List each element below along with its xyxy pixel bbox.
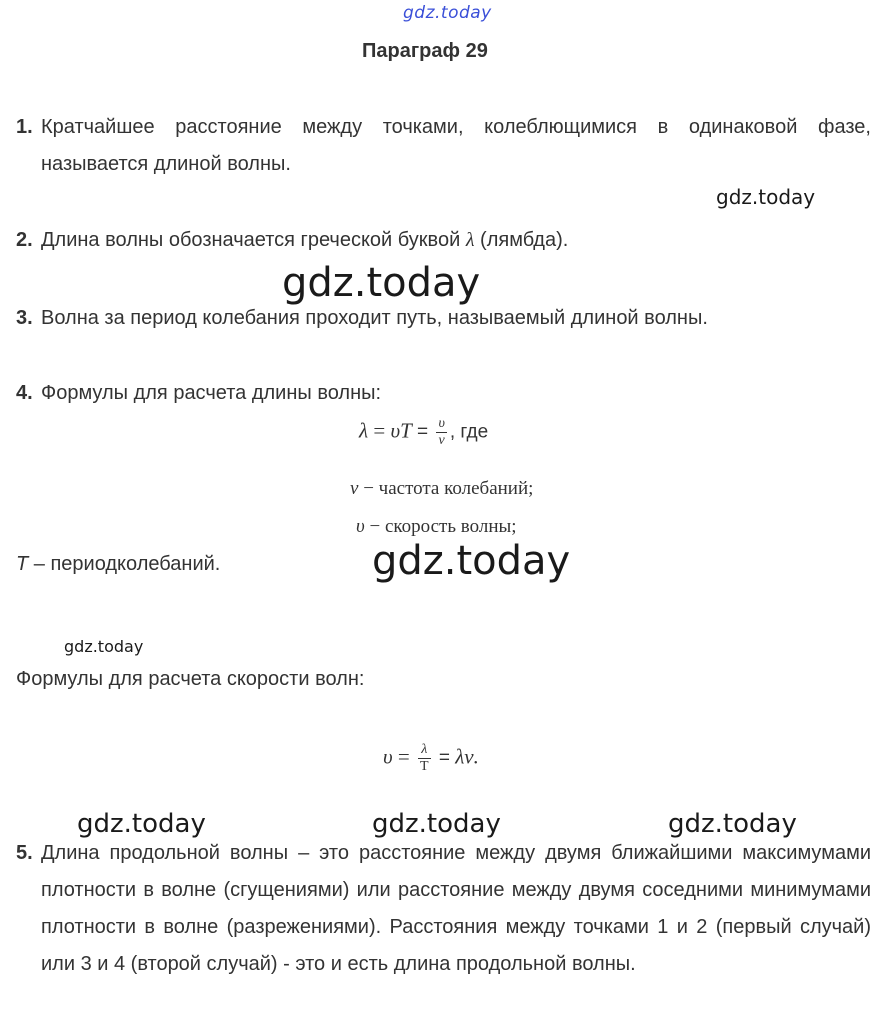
list-item-5	[16, 835, 871, 983]
formula2-eq1: =	[392, 744, 415, 769]
watermark-7: gdz.today	[372, 809, 501, 839]
formula1-eq2: =	[411, 421, 434, 443]
def-t-text: – периодколебаний.	[28, 553, 221, 575]
formula1-fraction	[436, 416, 446, 449]
watermark-top: gdz.today	[403, 3, 492, 23]
item-5-number: 5.	[16, 842, 33, 864]
watermark-4: gdz.today	[372, 538, 571, 584]
page-title: Параграф 29	[362, 40, 488, 62]
formula1-frac-num: υ	[438, 416, 445, 431]
list-item-2	[16, 222, 871, 259]
def-nu-text: − частота колебаний;	[358, 478, 534, 499]
item-4-text: Формулы для расчета длины волны:	[41, 382, 382, 404]
def-v-symbol: υ	[356, 516, 365, 537]
item-2-number: 2.	[16, 229, 33, 251]
item-2-text	[41, 222, 871, 259]
watermark-8: gdz.today	[668, 809, 797, 839]
list-item-4	[16, 375, 871, 412]
formula2-frac-den: T	[419, 759, 429, 774]
def-t-symbol: T	[16, 553, 29, 575]
formula-velocity	[383, 742, 479, 775]
formula1-vt: υT	[390, 418, 412, 443]
formula1-lambda: λ	[359, 418, 369, 443]
list-item-3	[16, 300, 871, 337]
definition-frequency	[350, 478, 533, 500]
definition-velocity	[356, 516, 517, 538]
item-4-number: 4.	[16, 382, 33, 404]
formula-wavelength	[359, 416, 488, 449]
def-nu-symbol: ν	[350, 478, 359, 499]
watermark-3: gdz.today	[282, 260, 481, 306]
definition-period	[16, 553, 220, 576]
lambda-symbol: λ	[465, 229, 475, 251]
item-1-text: Кратчайшее расстояние между точками, колеблющимися в одинаковой фазе, называется длиной волны.	[41, 116, 871, 175]
formula2-v: υ	[383, 744, 393, 769]
speed-formulas-heading: Формулы для расчета скорости волн:	[16, 668, 365, 690]
item-3-number: 3.	[16, 307, 33, 329]
formula1-frac-den: ν	[438, 433, 445, 448]
def-v-text: − скорость волны;	[364, 516, 517, 537]
formula2-rhs: λν.	[455, 744, 479, 769]
item-2-text-before: Длина волны обозначается греческой буквой	[41, 229, 466, 251]
formula2-eq2: =	[433, 747, 456, 769]
formula2-frac-num: λ	[418, 742, 431, 759]
item-5-text: Длина продольной волны – это расстояние между двумя ближайшими максимумами плотности в волне (сгущениями) или расстояние между двумя соседними минимумами плотности в волне (разрежениями). Расстояния между точками 1 и 2 (первый случай) или 3 и 4 (второй случай) - это и есть длина продольной волны.	[41, 842, 871, 975]
watermark-2: gdz.today	[716, 185, 816, 209]
formula2-fraction	[418, 742, 431, 775]
formula1-eq1: =	[368, 418, 391, 443]
item-3-text: Волна за период колебания проходит путь, называемый длиной волны.	[41, 307, 708, 329]
watermark-5: gdz.today	[64, 637, 144, 656]
watermark-6: gdz.today	[77, 809, 206, 839]
list-item-1	[16, 109, 871, 183]
formula1-suffix: , где	[449, 421, 489, 443]
item-2-text-after: (лямбда).	[474, 229, 569, 251]
item-1-number: 1.	[16, 116, 33, 138]
